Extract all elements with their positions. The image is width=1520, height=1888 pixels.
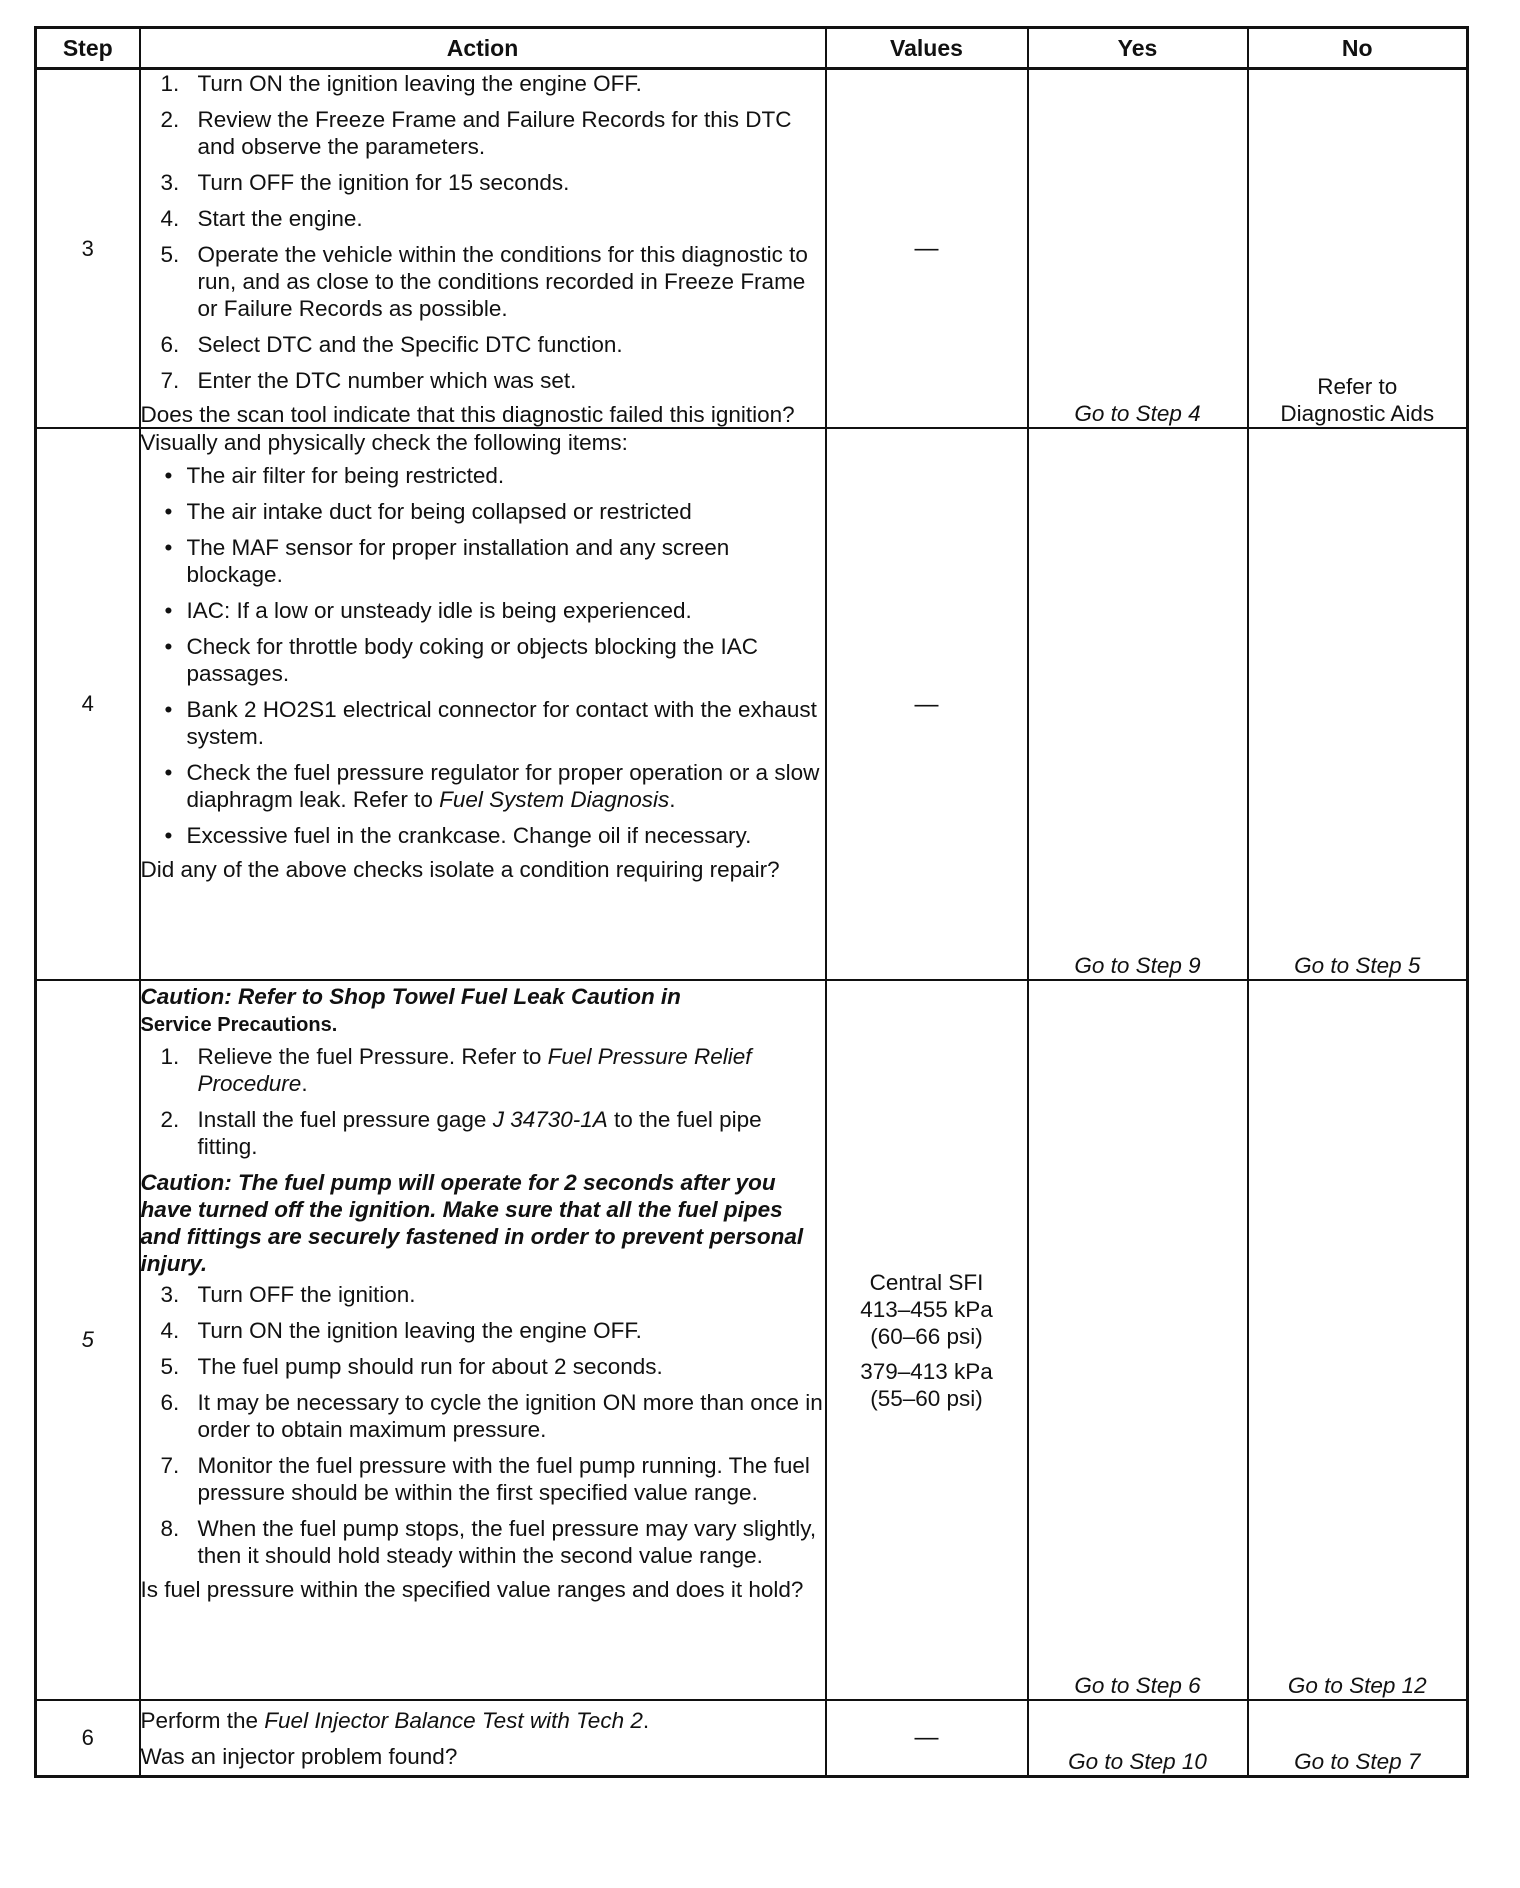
no-cell	[1248, 980, 1468, 1700]
no-link[interactable]: Go to Step 5	[1294, 953, 1421, 978]
list-item: • Check for throttle body coking or objects blocking the IAC passages.	[164, 634, 759, 686]
value-range-1-psi: (60–66 psi)	[870, 1323, 983, 1349]
list-item: 4. Start the engine.	[160, 206, 363, 231]
list-item: 7. Monitor the fuel pressure with the fuel pump running. The fuel pressure should be within the first specified value range.	[160, 1453, 810, 1505]
yes-cell	[1028, 1700, 1248, 1776]
reference-link[interactable]: Fuel Pressure Relief Procedure	[197, 1044, 752, 1096]
list-item: 7. Enter the DTC number which was set.	[160, 368, 577, 393]
value-label: Central SFI	[869, 1269, 984, 1295]
header-row	[36, 28, 1468, 69]
values-cell	[826, 428, 1028, 980]
diagnostic-table-sheet	[34, 26, 1466, 1778]
header-action: Action	[140, 28, 826, 69]
header-step: Step	[36, 28, 140, 69]
table-row-step-5	[36, 980, 1468, 1700]
yes-cell	[1028, 980, 1248, 1700]
list-item: • Check the fuel pressure regulator for proper operation or a slow diaphragm leak. Refer to Fuel System Diagnosis.	[164, 760, 820, 812]
yes-cell	[1028, 69, 1248, 429]
question-text: Does the scan tool indicate that this diagnostic failed this ignition?	[140, 402, 795, 427]
no-cell	[1248, 428, 1468, 980]
empty-value-dash: —	[914, 690, 939, 718]
empty-value-dash: —	[914, 1724, 939, 1752]
no-link[interactable]: Go to Step 7	[1294, 1748, 1421, 1774]
action-cell	[140, 69, 826, 429]
no-link[interactable]: Go to Step 12	[1287, 1673, 1427, 1698]
caution-note: Caution: The fuel pump will operate for 2 seconds after you have turned off the ignition. Make sure that all the fuel pipes and fittings are securely fastened in order to prevent personal injury.	[140, 1170, 804, 1276]
values-cell	[826, 69, 1028, 429]
step-number: 3	[36, 69, 140, 429]
action-cell	[140, 1700, 826, 1776]
table-row-step-4	[36, 428, 1468, 980]
values-cell	[826, 1700, 1028, 1776]
header-no: No	[1248, 28, 1468, 69]
list-item: 3. Turn OFF the ignition.	[160, 1282, 416, 1307]
step-number: 6	[36, 1700, 140, 1776]
no-cell	[1248, 1700, 1468, 1776]
diagnostic-table	[34, 26, 1469, 1778]
list-item: 6. It may be necessary to cycle the ignition ON more than once in order to obtain maximum pressure.	[160, 1390, 823, 1442]
list-item: • The air filter for being restricted.	[164, 463, 505, 488]
question-text: Was an injector problem found?	[140, 1744, 458, 1769]
list-item: 1. Turn ON the ignition leaving the engine OFF.	[160, 71, 642, 96]
question-text: Did any of the above checks isolate a condition requiring repair?	[140, 857, 780, 882]
header-yes: Yes	[1028, 28, 1248, 69]
tool-number: J 34730-1A	[492, 1107, 608, 1132]
reference-link[interactable]: Fuel System Diagnosis	[439, 787, 670, 812]
yes-link[interactable]: Go to Step 10	[1068, 1748, 1207, 1774]
question-text: Is fuel pressure within the specified value ranges and does it hold?	[140, 1577, 804, 1602]
action-line: Perform the Fuel Injector Balance Test with Tech 2.	[140, 1708, 650, 1733]
action-cell	[140, 428, 826, 980]
values-cell	[826, 980, 1028, 1700]
list-item: 3. Turn OFF the ignition for 15 seconds.	[160, 170, 570, 195]
value-range-2-psi: (55–60 psi)	[870, 1385, 983, 1411]
intro-text: Visually and physically check the following items:	[140, 430, 628, 455]
yes-link[interactable]: Go to Step 6	[1074, 1673, 1201, 1698]
check-items	[141, 462, 825, 849]
value-range-1-kpa: 413–455 kPa	[860, 1296, 993, 1322]
value-range-2-kpa: 379–413 kPa	[860, 1358, 993, 1384]
yes-cell	[1028, 428, 1248, 980]
list-item: • Bank 2 HO2S1 electrical connector for contact with the exhaust system.	[164, 697, 817, 749]
action-steps	[141, 70, 825, 394]
action-cell	[140, 980, 826, 1700]
list-item: 8. When the fuel pump stops, the fuel pressure may vary slightly, then it should hold steady within the second value range.	[160, 1516, 817, 1568]
list-item: 1. Relieve the fuel Pressure. Refer to Fuel Pressure Relief Procedure.	[160, 1044, 752, 1096]
action-steps	[141, 1281, 825, 1569]
header-values: Values	[826, 28, 1028, 69]
list-item: • Excessive fuel in the crankcase. Change oil if necessary.	[164, 823, 752, 848]
list-item: 5. Operate the vehicle within the conditions for this diagnostic to run, and as close to the conditions recorded in Freeze Frame or Failure Records as possible.	[160, 242, 808, 321]
list-item: 2. Review the Freeze Frame and Failure Records for this DTC and observe the parameters.	[160, 107, 792, 159]
yes-link[interactable]: Go to Step 4	[1074, 401, 1201, 426]
list-item: • IAC: If a low or unsteady idle is being experienced.	[164, 598, 692, 623]
list-item: 2. Install the fuel pressure gage J 34730-1A to the fuel pipe fitting.	[160, 1107, 762, 1159]
no-cell	[1248, 69, 1468, 429]
step-number: 5	[36, 980, 140, 1700]
empty-value-dash: —	[914, 235, 939, 262]
list-item: 4. Turn ON the ignition leaving the engine OFF.	[160, 1318, 642, 1343]
list-item: • The MAF sensor for proper installation and any screen blockage.	[164, 535, 730, 587]
table-row-step-3	[36, 69, 1468, 429]
list-item: • The air intake duct for being collapsed or restricted	[164, 499, 692, 524]
list-item: 5. The fuel pump should run for about 2 seconds.	[160, 1354, 663, 1379]
caution-note: Caution: Refer to Shop Towel Fuel Leak Caution in Service Precautions.	[140, 984, 681, 1036]
yes-link[interactable]: Go to Step 9	[1074, 953, 1201, 978]
list-item: 6. Select DTC and the Specific DTC function.	[160, 332, 623, 357]
table-row-step-6	[36, 1700, 1468, 1776]
no-link[interactable]: Refer to Diagnostic Aids	[1280, 374, 1435, 426]
reference-link[interactable]: Fuel Injector Balance Test with Tech 2	[264, 1708, 643, 1733]
step-number: 4	[36, 428, 140, 980]
action-steps	[141, 1043, 825, 1160]
